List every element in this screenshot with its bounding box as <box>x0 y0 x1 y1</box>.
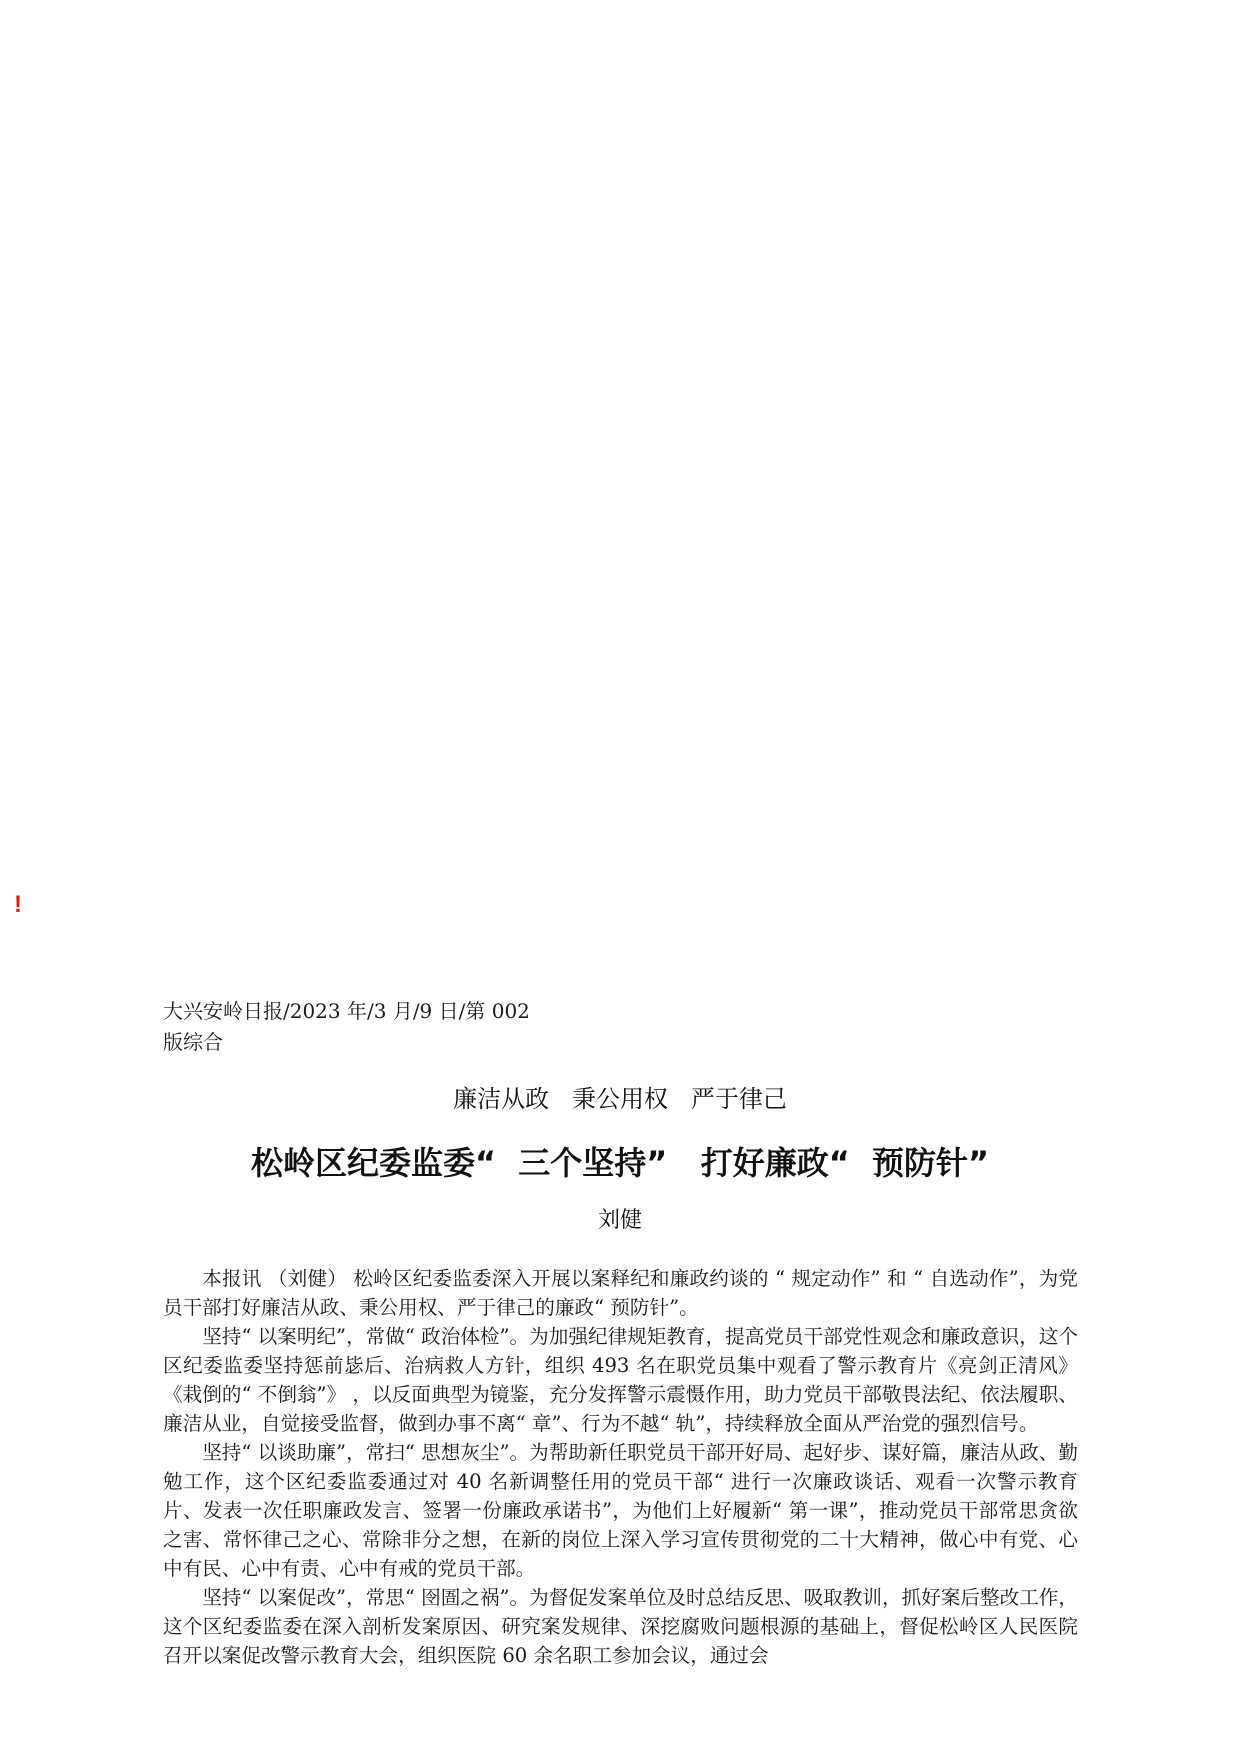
article-subhead: 廉洁从政 秉公用权 严于律己 <box>453 1085 787 1113</box>
article-author: 刘健 <box>597 1208 642 1233</box>
article-headline: 松岭区纪委监委“ 三个坚持” 打好廉政“ 预防针” <box>250 1144 990 1182</box>
source-line: 大兴安岭日报/2023 年/3 月/9 日/第 002 版综合 <box>163 999 530 1054</box>
article-paragraph: 坚持“ 以案促改”，常思“ 囹圄之祸”。为督促发案单位及时总结反思、吸取教训，抓好案后整改工作，这个区纪委监委在深入剖析发案原因、研究案发规律、深挖腐败问题根源的基础上，督促松岭区人民医院召开以案促改警示教育大会，组织医院 60 余名职工参加会议，通过会 <box>163 1586 1078 1667</box>
article-paragraph: 坚持“ 以案明纪”，常做“ 政治体检”。为加强纪律规矩教育，提高党员干部党性观念和廉政意识，这个区纪委监委坚持惩前毖后、治病救人方针，组织 493 名在职党员集中观看了警示教育片《亮剑正清风》 《栽倒的“ 不倒翁”》 ，以反面典型为镜鉴，充分发挥警示震慑作用，助力党员干部敬畏法纪、依法履职、廉洁从业，自觉接受监督，做到办事不离“ 章”、行为不越“ 轨”，持续释放全面从严治党的强烈信号。 <box>163 1325 1078 1435</box>
article-body <box>163 1264 1078 1670</box>
red-exclamation-mark: ! <box>14 891 22 918</box>
article-paragraph: 本报讯 （刘健） 松岭区纪委监委深入开展以案释纪和廉政约谈的 “ 规定动作” 和 “ 自选动作”，为党员干部打好廉洁从政、秉公用权、严于律己的廉政“ 预防针”。 <box>163 1267 1078 1319</box>
article-paragraph: 坚持“ 以谈助廉”，常扫“ 思想灰尘”。为帮助新任职党员干部开好局、起好步、谋好篇，廉洁从政、勤勉工作，这个区纪委监委通过对 40 名新调整任用的党员干部“ 进行一次廉政谈话、观看一次警示教育片、发表一次任职廉政发言、签署一份廉政承诺书”，为他们上好履新“ 第一课”，推动党员干部常思贪欲之害、常怀律己之心、常除非分之想，在新的岗位上深入学习宣传贯彻党的二十大精神，做心中有党、心中有民、心中有责、心中有戒的党员干部。 <box>163 1441 1078 1580</box>
